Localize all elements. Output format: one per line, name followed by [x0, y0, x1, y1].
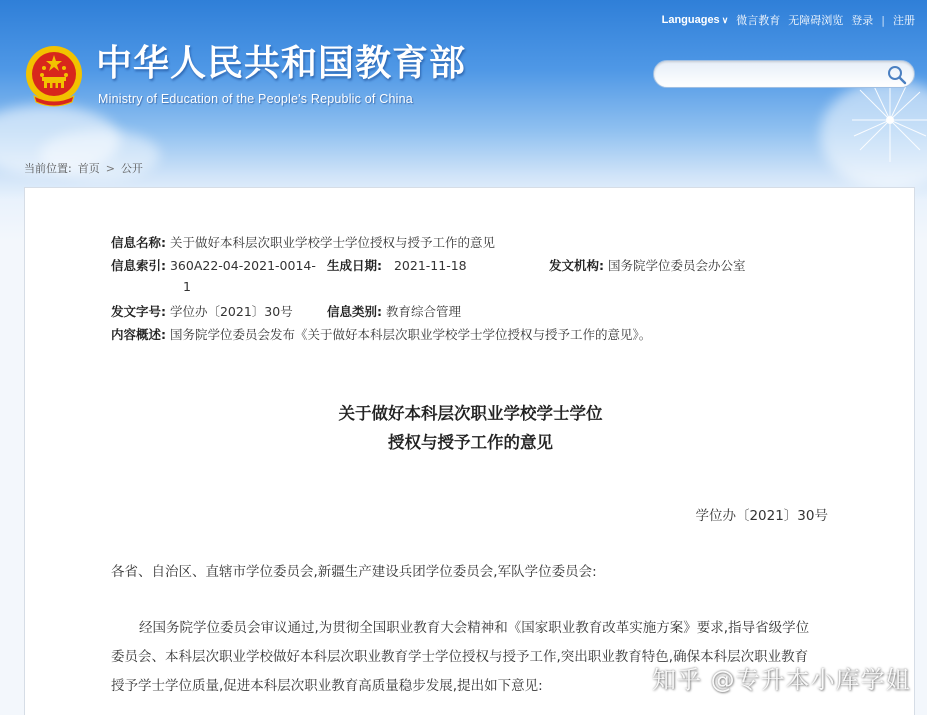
- info-category-label: 信息类别:: [327, 304, 382, 319]
- document-number: 学位办〔2021〕30号: [695, 508, 828, 524]
- summary-value: 国务院学位委员会发布《关于做好本科层次职业学校学士学位授权与授予工作的意见》。: [169, 327, 652, 342]
- accessible-browse-link[interactable]: 无障碍浏览: [788, 14, 844, 27]
- search-box: [653, 60, 915, 88]
- divider: |: [881, 13, 885, 27]
- doc-number-value: 学位办〔2021〕30号: [169, 304, 293, 319]
- site-title[interactable]: 中华人民共和国教育部: [96, 43, 467, 84]
- login-link[interactable]: 登录: [851, 14, 874, 27]
- national-emblem-icon[interactable]: [24, 44, 84, 108]
- watermark: 知乎 @专升本小库学姐: [652, 666, 911, 694]
- document-title-line-2: 授权与授予工作的意见: [388, 433, 553, 452]
- body-paragraph: 经国务院学位委员会审议通过,为贯彻全国职业教育大会精神和《国家职业教育改革实施方案》要求,指导省级学位委员会、本科层次职业学校做好本科层次职业教育学士学位授权与授予工作,突出职业教育特色,确保本科层次职业教育授予学士学位质量,促进本科层次职业教育高质量稳步发展,提出如下意见:: [111, 620, 810, 694]
- register-link[interactable]: 注册: [893, 14, 915, 27]
- chevron-right-icon: >: [105, 161, 115, 175]
- breadcrumb-home[interactable]: 首页: [77, 162, 100, 175]
- content-panel: [24, 187, 915, 715]
- info-name-value: 关于做好本科层次职业学校学士学位授权与授予工作的意见: [169, 235, 495, 250]
- search-input[interactable]: [664, 65, 874, 83]
- weibo-link[interactable]: 微言教育: [736, 14, 781, 27]
- addressee-line: 各省、自治区、直辖市学位委员会,新疆生产建设兵团学位委员会,军队学位委员会:: [111, 564, 597, 580]
- search-icon[interactable]: [886, 64, 908, 86]
- document-title-line-1: 关于做好本科层次职业学校学士学位: [338, 404, 603, 423]
- summary-label: 内容概述:: [111, 327, 166, 342]
- breadcrumb-prefix: 当前位置:: [24, 162, 72, 175]
- top-links: [662, 12, 915, 28]
- site-subtitle-en: Ministry of Education of the People's Republic of China: [98, 92, 413, 106]
- info-category-value: 教育综合管理: [385, 304, 461, 319]
- info-name-label: 信息名称:: [111, 235, 166, 250]
- issuer-value: 国务院学位委员会办公室: [607, 258, 746, 273]
- languages-link[interactable]: Languages ∨: [661, 14, 729, 26]
- info-index-label: 信息索引:: [111, 258, 166, 273]
- doc-number-label: 发文字号:: [111, 304, 166, 319]
- breadcrumb: [24, 160, 143, 176]
- info-index-value: 360A22-04-2021-0014-: [169, 258, 316, 273]
- breadcrumb-current[interactable]: 公开: [120, 162, 143, 175]
- generate-date-value: 2021-11-18: [393, 258, 467, 273]
- chevron-down-icon: ∨: [721, 15, 729, 25]
- issuer-label: 发文机构:: [549, 258, 604, 273]
- generate-date-label: 生成日期:: [327, 258, 382, 273]
- info-index-value-cont: 1: [183, 279, 191, 294]
